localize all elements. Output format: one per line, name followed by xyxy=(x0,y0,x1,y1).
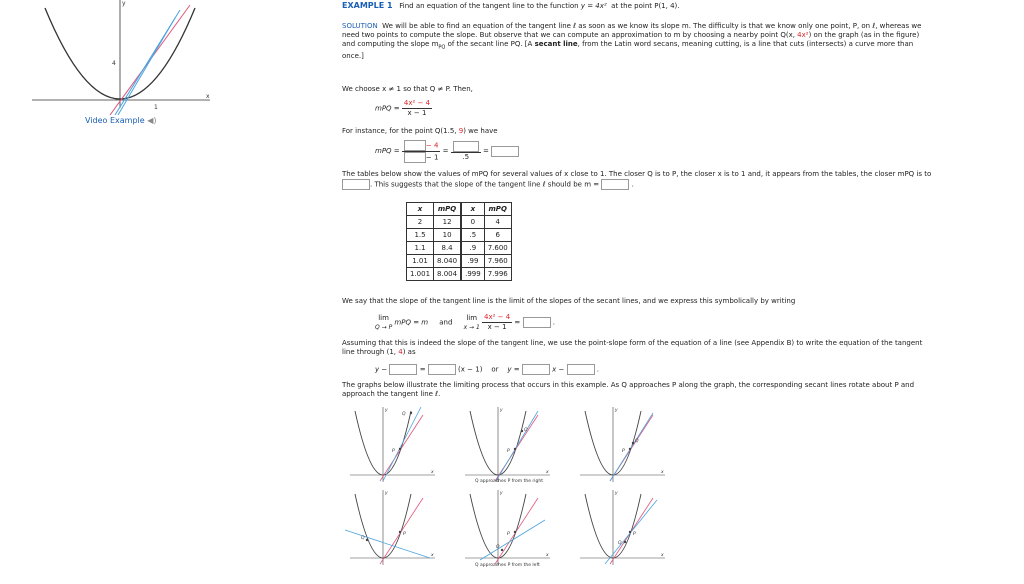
cell: .99 xyxy=(461,255,484,268)
svg-text:P: P xyxy=(633,532,636,537)
svg-text:P: P xyxy=(622,449,625,454)
caption-left: Q approaches P from the left xyxy=(475,563,540,568)
cell: 1.5 xyxy=(407,229,434,242)
svg-text:y: y xyxy=(615,491,618,496)
svg-text:x: x xyxy=(546,553,549,558)
svg-text:Q: Q xyxy=(496,545,500,550)
cell: 0 xyxy=(461,216,484,229)
cell: .999 xyxy=(461,268,484,281)
svg-text:x: x xyxy=(431,470,434,475)
instance-text-b: ) we have xyxy=(463,127,498,135)
cell: 2 xyxy=(407,216,434,229)
mpq-ex-num2-input[interactable] xyxy=(453,141,479,152)
ps-input-4[interactable] xyxy=(567,364,595,375)
secant-line-2 xyxy=(118,18,175,115)
graphs-line1: The graphs below illustrate the limiting process that occurs in this example. As Q approaches P along the graph, the corresponding secant lines rotate about P and xyxy=(342,381,915,389)
values-table xyxy=(406,202,512,281)
svg-text:y: y xyxy=(385,491,388,496)
ps-d: y = xyxy=(507,365,520,374)
svg-text:Q: Q xyxy=(361,536,365,541)
lim1-expr: mPQ = m xyxy=(394,318,429,327)
svg-text:x: x xyxy=(661,470,664,475)
solution-label: SOLUTION xyxy=(342,22,378,30)
cell: 7.960 xyxy=(484,255,511,268)
cell: 8.040 xyxy=(434,255,462,268)
example-header xyxy=(342,1,680,11)
graph-r1c2 xyxy=(465,407,550,482)
graph-r1c1 xyxy=(350,407,435,482)
table-row xyxy=(407,216,512,229)
instance-val: 9 xyxy=(458,127,464,135)
svg-text:Q: Q xyxy=(635,439,639,444)
video-example-label: Video Example xyxy=(85,116,145,125)
mpq-ex-fraction xyxy=(402,140,441,163)
ps-a: y − xyxy=(375,365,388,374)
cell: 1.01 xyxy=(407,255,434,268)
mpq-def-lhs: mPQ = xyxy=(375,104,400,113)
ps-or: or xyxy=(491,365,499,374)
mpq-ex-num-input[interactable] xyxy=(404,140,426,151)
graphs-paragraph xyxy=(342,381,1012,399)
graph-r2c3 xyxy=(580,490,665,565)
mpq-ex-fraction2 xyxy=(451,141,481,162)
lim2-fraction xyxy=(482,313,512,332)
cell: 1.001 xyxy=(407,268,434,281)
table-row xyxy=(407,255,512,268)
and-word: and xyxy=(439,318,453,327)
cell: 8.004 xyxy=(434,268,462,281)
solution-line3d: secant line xyxy=(534,40,578,48)
graph-r1c3 xyxy=(580,407,665,482)
assume-line1: Assuming that this is indeed the slope of the tangent line, we use the point-slope form of the equation of a line (see Appendix B) to write the equation of the tangent xyxy=(342,339,923,347)
svg-text:P: P xyxy=(403,532,406,537)
mpq-ex-den: − 1 xyxy=(425,153,439,162)
lim2-den: x − 1 xyxy=(487,323,507,331)
lim2-num: 4x² − 4 xyxy=(484,313,511,321)
ps-input-3[interactable] xyxy=(522,364,550,375)
cell: 10 xyxy=(434,229,462,242)
svg-text:x: x xyxy=(431,553,434,558)
svg-text:x: x xyxy=(661,553,664,558)
solution-line3c: of the secant line PQ. [A xyxy=(445,40,535,48)
mpq-ex-num: − 4 xyxy=(425,141,439,150)
solution-line1: We will be able to find an equation of the tangent line ℓ as soon as we know its slope m. The difficulty is that we know only one point, P, on ℓ, whereas we xyxy=(382,22,922,30)
slope-input[interactable] xyxy=(601,179,629,190)
ps-c: (x − 1) xyxy=(458,365,483,374)
cell: 1.1 xyxy=(407,242,434,255)
assume-line2a: line through (1, xyxy=(342,348,396,356)
svg-text:P: P xyxy=(392,449,395,454)
lim2-block xyxy=(464,314,480,332)
ps-e: x − xyxy=(552,365,565,374)
lim2-eq: = xyxy=(514,318,521,327)
cell: .9 xyxy=(461,242,484,255)
solution-line3e: , from the Latin word secans, meaning cutting, is a line that cuts (intersects) a curve more than xyxy=(577,40,914,48)
assume-paragraph xyxy=(342,339,1012,357)
mini-graphs xyxy=(340,402,670,574)
x-axis-label: x xyxy=(206,93,210,100)
cell: 12 xyxy=(434,216,462,229)
ps-input-1[interactable] xyxy=(389,364,417,375)
table-row xyxy=(407,229,512,242)
svg-text:y: y xyxy=(500,491,503,496)
limit-equation: lim Q → P mPQ = m and lim x → 1 $\frac{\text{4x² − 4}}{x - 1}$ = . xyxy=(375,313,555,331)
assume-line2b: 4 xyxy=(398,348,403,356)
lim1: lim xyxy=(378,313,389,322)
example-title: EXAMPLE 1 xyxy=(342,1,393,10)
mpq-def-num: 4x² − 4 xyxy=(403,99,431,107)
mpq-example xyxy=(375,140,519,163)
solution-paragraph xyxy=(342,22,1002,61)
svg-text:y: y xyxy=(615,408,618,413)
cell: 8.4 xyxy=(434,242,462,255)
solution-line2a: need two points to compute the slope. But observe that we can compute an approximation to m by choosing a nearby point Q(x, xyxy=(342,31,795,39)
svg-text:y: y xyxy=(500,408,503,413)
svg-text:y: y xyxy=(385,408,388,413)
ps-b: = xyxy=(419,365,426,374)
speaker-icon: ◀) xyxy=(147,116,157,125)
svg-text:P: P xyxy=(507,532,510,537)
lim1-block xyxy=(375,314,392,332)
table-row xyxy=(407,268,512,281)
mpq-ex-den-input[interactable] xyxy=(404,152,426,163)
svg-text:P: P xyxy=(507,449,510,454)
choose-text: We choose x ≠ 1 so that Q ≠ P. Then, xyxy=(342,85,473,93)
mpq-ex-result-input[interactable] xyxy=(491,146,519,157)
mpq-ex-eq2: = xyxy=(483,147,489,155)
graph-r2c2 xyxy=(465,490,550,565)
header-point: at the point P(1, 4). xyxy=(611,2,680,10)
svg-text:Q: Q xyxy=(402,412,406,417)
tick-y: 4 xyxy=(112,60,116,67)
caption-right: Q approaches P from the right xyxy=(475,479,544,484)
instance-text-a: For instance, for the point Q(1.5, xyxy=(342,127,457,135)
cell: 4 xyxy=(484,216,511,229)
mpq-definition xyxy=(375,99,432,118)
svg-text:Q: Q xyxy=(524,428,528,433)
limit-text: We say that the slope of the tangent line is the limit of the slopes of the secant lines, and we express this symbolically by writing xyxy=(342,297,796,305)
lim2: lim xyxy=(466,313,478,322)
tables-paragraph: The tables below show the values of mPQ for several values of x close to 1. The closer Q is to P, the closer x is to 1 and, it appears from the tables, the closer mPQ is to . This suggests that the slope of the tangent line ℓ should be m = . xyxy=(342,170,1012,190)
mpq-def-fraction xyxy=(402,99,432,118)
graphs-line2: approach the tangent line ℓ. xyxy=(342,390,441,398)
solution-line3a: and computing the slope m xyxy=(342,40,439,48)
mpq-ex-den2: .5 xyxy=(462,153,470,161)
assume-line2c: ) as xyxy=(402,348,416,356)
header-text: Find an equation of the tangent line to the function xyxy=(399,2,579,10)
y-axis-label: y xyxy=(122,0,126,7)
tick-x: 1 xyxy=(154,104,158,111)
solution-line3b: PQ xyxy=(438,44,446,51)
point-slope-equation: y − = (x − 1) or y = x − . xyxy=(375,365,600,374)
limit-answer-input[interactable] xyxy=(523,317,551,328)
mpq-def-den: x − 1 xyxy=(407,109,427,117)
ps-input-2[interactable] xyxy=(428,364,456,375)
mpq-ex-lhs: mPQ = xyxy=(375,147,400,155)
col-x2: x xyxy=(461,203,484,216)
solution-line4: once.] xyxy=(342,52,364,61)
table-row xyxy=(407,242,512,255)
solution-line2b: 4x² xyxy=(797,31,809,39)
cell: 7.600 xyxy=(484,242,511,255)
main-graph xyxy=(30,0,220,115)
col-x1: x xyxy=(407,203,434,216)
solution-line2c: ) on the graph (as in the figure) xyxy=(808,31,920,39)
lim2-sub: x → 1 xyxy=(463,323,480,331)
col-mpq1: mPQ xyxy=(434,203,462,216)
tables-line2: . This suggests that the slope of the tangent line ℓ should be m = xyxy=(370,180,600,189)
instance-text xyxy=(342,127,498,136)
lim1-sub: Q → P xyxy=(375,323,393,331)
col-mpq2: mPQ xyxy=(484,203,511,216)
cell: 7.996 xyxy=(484,268,511,281)
video-example-link[interactable] xyxy=(85,116,157,125)
tables-line1: The tables below show the values of mPQ for several values of x close to 1. The closer Q is to P, the closer x is to 1 and, it appears from the tables, the closer mPQ is to xyxy=(342,170,932,178)
graph-r2c1 xyxy=(345,490,435,565)
header-func: y = 4x² xyxy=(580,2,607,10)
cell: .5 xyxy=(461,229,484,242)
cell: 6 xyxy=(484,229,511,242)
svg-text:x: x xyxy=(546,470,549,475)
svg-text:Q: Q xyxy=(618,541,622,546)
limit-guess-input[interactable] xyxy=(342,179,370,190)
mpq-ex-eq: = xyxy=(442,147,449,155)
